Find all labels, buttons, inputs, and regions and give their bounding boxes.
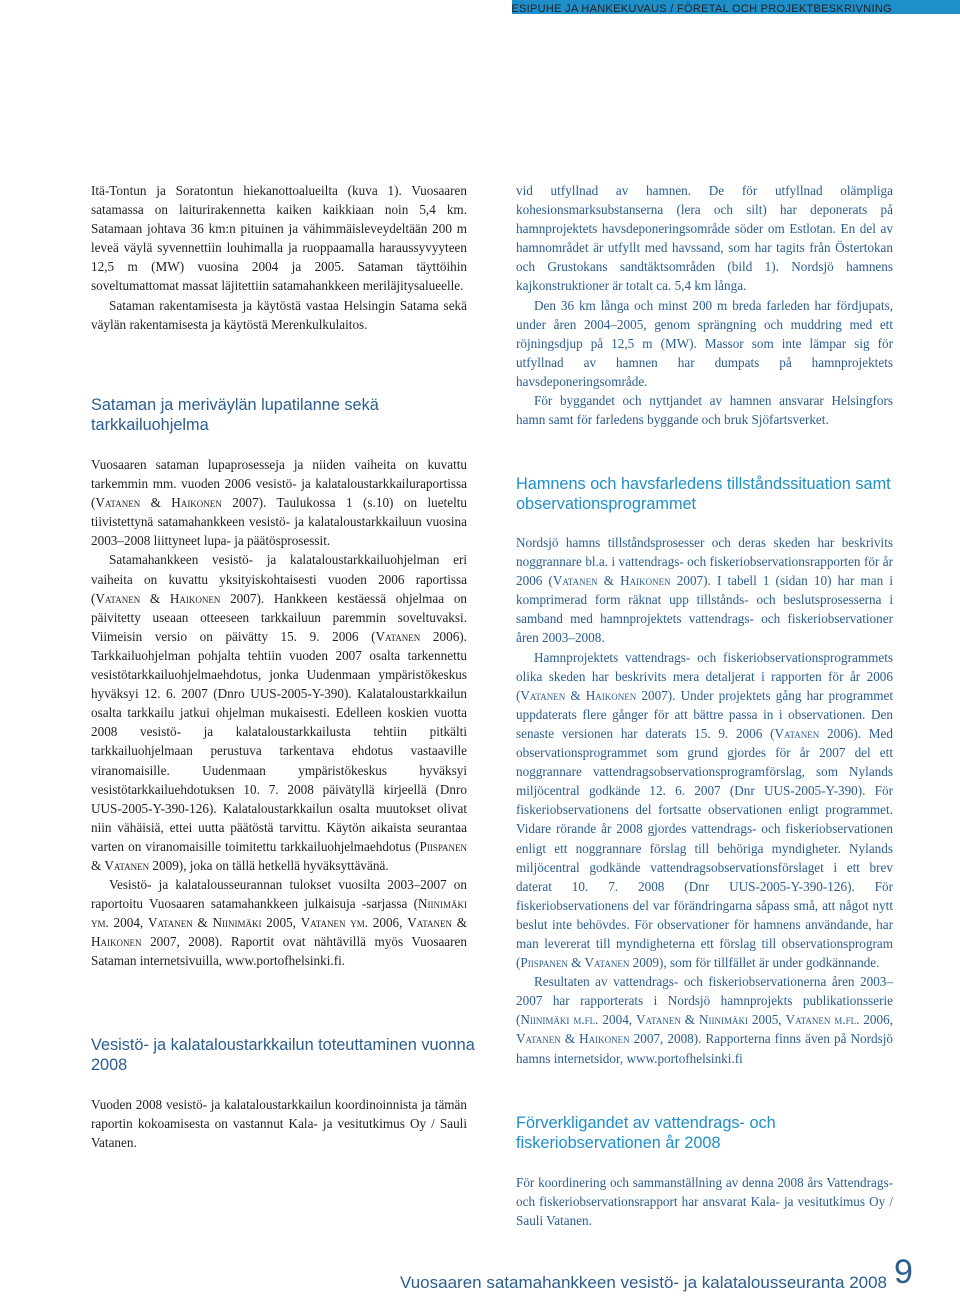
left-paragraph: Satamahankkeen vesistö- ja kalataloustarkkailuohjelman eri vaiheita on kuvattu yksityiskohtaisesti vuoden 2006 raportissa (Vatanen & Haikonen 2007). Hankkeen kestäessä ohjelmaa on päivitetty useaan otteeseen tarkkailuun paremmin soveltuvaksi. Viimeisin versio on päivätty 15. 9. 2006 (Vatanen 2006). Tarkkailuohjelman pohjalta tehtiin vuoden 2007 osalta tarkennettu vesistötarkkailuohjelmaehdotus, jonka Uudenmaan ympäristökeskus hyväksyi 12. 6. 2007 (Dnro UUS-2005-Y-390). Kalataloustarkkailun osalta tarkkailu jatkui ohjelman mukaisesti. Edelleen koskien vuotta 2008 vesistö- ja kalataloustarkkailusta tehtiin pitkälti tarkkailuohjelmaan perustuva tarkentava ehdotus vastaaville viranomaisille. Uudenmaan ympäristökeskus hyväksyi vesistötarkkailuehdotuksen 10. 7. 2008 päivätyllä kirjeellä (Dnro UUS-2005-Y-390-126). Kalataloustarkkailun osalta muutokset olivat niin vähäisiä, ettei uutta päätöstä tarvittu. Käytön aikaista seurantaa varten on viranomaisille toimitettu tarkkailuohjelmaehdotus (Piispanen & Vatanen 2009), joka on tällä hetkellä hyväksyttävänä. [91,552,468,873]
left-paragraph: Vesistö- ja kalatalousseurannan tulokset vuosilta 2003–2007 on raportoitu Vuosaaren satamahankkeen julkaisuja -sarjassa (Niinimäki ym. 2004, Vatanen & Niinimäki 2005, Vatanen ym. 2006, Vatanen & Haikonen 2007, 2008). Raportit ovat nähtävillä myös Vuosaaren Sataman internetsivuilla, www.portofhelsinki.fi. [91,877,467,969]
left-section-permits [91,455,467,971]
right-paragraph: Hamnprojektets vattendrags- och fiskeriobservationsprogrammets olika skeden har beskrivits mera detaljerat i rapporten för år 2006 (Vatanen & Haikonen 2007). Under projektets gång har programmet uppdaterats flere gånger för att bättre passa in i observationen. Den senaste versionen har daterats 15. 9. 2006 (Vatanen 2006). Med observationsprogrammet som grund gjordes för år 2007 del ett noggrannare vattendragsobservationsprogramförslag, som Nylands miljöcentral godkände 12. 6. 2007 (Dnr UUS-2005-Y-390). För fiskeriobservationens del fortsatte observationen enligt programmet. Vidare rörande år 2008 gjordes vattendrags- och fiskeriobservationen enligt ett noggrannare förslag till behöriga myndigheter. Nylands miljöcentral godkände vattendragsobservationsförslaget i ett brev daterat 10. 7. 2008 (Dnr UUS-2005-Y-390-126). För fiskeriobservationens del var förändringarna såpass små, att något nytt beslut inte behövdes. För observationer för hamnens användande, har man levererat till myndigheterna ett förslag till observationsprogram (Piispanen & Vatanen 2009), som för tillfället är under godkännande. [516,649,893,971]
right-intro [516,181,893,429]
footer-publication-title: Vuosaaren satamahankkeen vesistö- ja kalatalousseuranta 2008 [400,1273,888,1292]
right-intro-paragraph: För byggandet och nyttjandet av hamnen ansvarar Helsingfors hamn samt för farledens byggande och bruk Sjöfartsverket. [516,393,893,428]
right-section-implementation [516,1173,893,1230]
right-paragraph: För koordinering och sammanställning av denna 2008 års Vattendrags- och fiskeriobservationsrapport har ansvarat Kala- ja vesitutkimus Oy / Sauli Vatanen. [516,1175,893,1229]
left-paragraph: Vuoden 2008 vesistö- ja kalataloustarkkailun koordinoinnista ja tämän raportin kokoamisesta on vastannut Kala- ja vesitutkimus Oy / Sauli Vatanen. [91,1097,467,1151]
left-intro-paragraph: Itä-Tontun ja Soratontun hiekanottoalueilta (kuva 1). Vuosaaren satamassa on laiturirakennetta kaiken kaikkiaan noin 5,4 km. Satamaan johtava 36 km:n pituinen ja vähimmäisleveydeltään 200 m leveä väylä syvennettiin louhimalla ja ruoppaamalla haraussyvyyteen 12,5 m (MW) vuosina 2004 ja 2005. Sataman täyttöihin soveltumattomat massat läjitettiin satamahankkeen meriläjitysalueelle. [91,183,467,294]
right-section-permits [516,533,893,1068]
right-heading-permits: Hamnens och havsfarledens tillståndssituation samt observationsprogrammet [516,475,891,513]
right-paragraph: Resultaten av vattendrags- och fiskeriobservationerna åren 2003–2007 har rapporterats i Nordsjö hamnprojekts publikationsserie (Niinimäki m.fl. 2004, Vatanen & Niinimäki 2005, Vatanen m.fl. 2006, Vatanen & Haikonen 2007, 2008). Rapporterna finns även på Nordsjö hamns internetsidor, www.portofhelsinki.fi [516,974,894,1066]
right-paragraph: Nordsjö hamns tillståndsprosesser och deras skeden har beskrivits noggrannare bl.a. i vattendrags- och fiskeriobservationsrapporten för år 2006 (Vatanen & Haikonen 2007). I tabell 1 (sidan 10) har man i komprimerad form räknat upp tillstånds- och beslutsprosesserna i samband med hamnprojektets vattendrags- och fiskeriobservationer åren 2003–2008. [516,535,893,646]
left-paragraph: Vuosaaren sataman lupaprosesseja ja niiden vaiheita on kuvattu tarkemmin mm. vuoden 2006 vesistö- ja kalataloustarkkailuraportissa (Vatanen & Haikonen 2007). Taulukossa 1 (s.10) on lueteltu tiivistettynä satamahankkeen vesistö- ja kalataloustarkkailuun vuosina 2003–2008 liittyneet lupa- ja päätösprosessit. [91,457,467,549]
left-heading-implementation: Vesistö- ja kalataloustarkkailun toteuttaminen vuonna 2008 [91,1036,475,1074]
right-intro-paragraph: Den 36 km långa och minst 200 m breda farleden har fördjupats, under åren 2004–2005, genom sprängning och muddring med ett röjningsdjup på 12,5 m (MW). Massor som inte lämpar sig för utfyllnad av hamnen har dumpats på hamnprojektets havsdeponeringsområde. [516,297,893,389]
left-intro [91,181,467,334]
left-heading-permits: Sataman ja meriväylän lupatilanne sekä tarkkailuohjelma [91,396,379,434]
right-heading-implementation: Förverkligandet av vattendrags- och fiskeriobservationen år 2008 [516,1114,776,1152]
page-number: 9 [894,1253,913,1291]
running-header: ESIPUHE JA HANKEKUVAUS / FÖRETAL OCH PROJEKTBESKRIVNING [511,3,892,15]
left-intro-paragraph: Sataman rakentamisesta ja käytöstä vastaa Helsingin Satama sekä väylän rakentamisesta ja käytöstä Merenkulkulaitos. [91,297,467,332]
left-section-implementation [91,1095,467,1152]
right-intro-paragraph: vid utfyllnad av hamnen. De för utfyllnad olämpliga kohesionsmarksubstanserna (lera och silt) har deponerats på hamnprojektets havsdeponeringsområde söder om Estlotan. En del av hamnområdet är utfyllt med havssand, som har tagits från Östertokan och Grustokans sandtäktsområden (bild 1). Nordsjö hamnens kajkonstruktioner är totalt ca. 5,4 km långa. [516,183,893,294]
